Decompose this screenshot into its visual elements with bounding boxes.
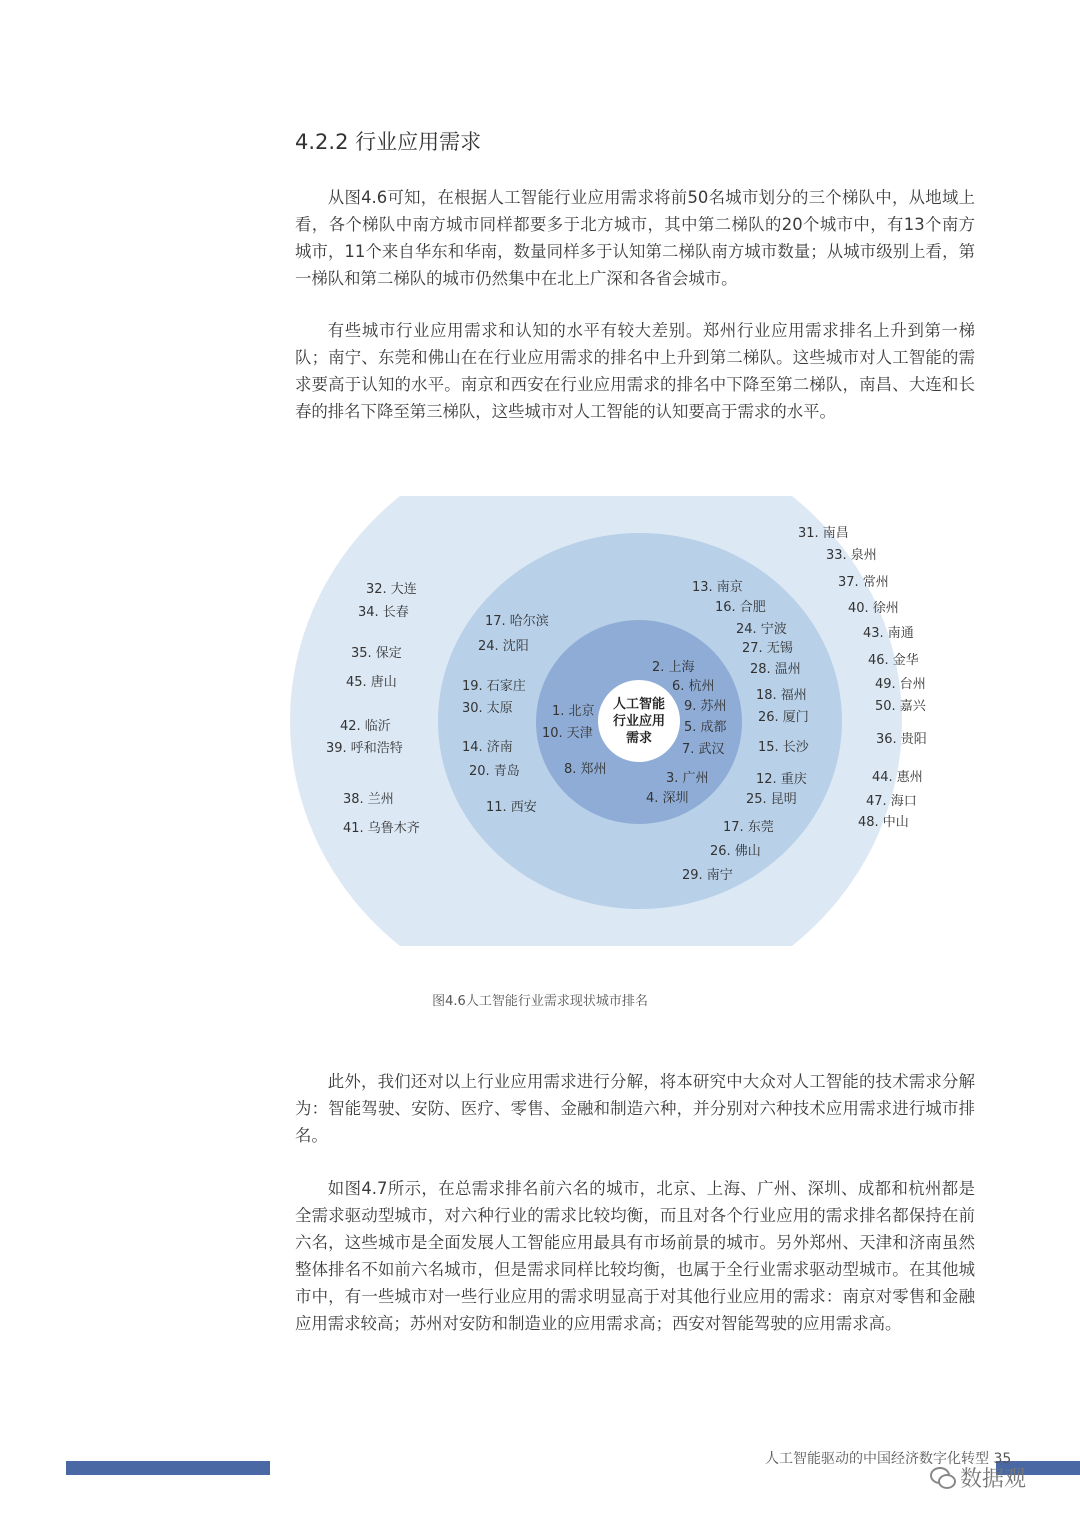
city-label: 41. 乌鲁木齐 <box>343 821 420 836</box>
city-label: 47. 海口 <box>866 794 917 809</box>
paragraph: 从图4.6可知，在根据人工智能行业应用需求将前50名城市划分的三个梯队中，从地域上看，各个梯队中南方城市同样都要多于北方城市，其中第二梯队的20个城市中，有13个南方城市，11个来自华东和华南，数量同样多于认知第二梯队南方城市数量；从城市级别上看，第一梯队和第二梯队的城市仍然集中在北上广深和各省会城市。 <box>295 188 975 288</box>
city-label: 13. 南京 <box>692 580 743 595</box>
city-label: 37. 常州 <box>838 575 889 590</box>
city-label: 18. 福州 <box>756 688 807 703</box>
city-label: 7. 武汉 <box>682 742 725 757</box>
paragraph: 如图4.7所示，在总需求排名前六名的城市，北京、上海、广州、深圳、成都和杭州都是全需求驱动型城市，对六种行业的需求比较均衡，而且对各个行业应用的需求排名都保持在前六名，这些城市是全面发展人工智能应用最具有市场前景的城市。另外郑州、天津和济南虽然整体排名不如前六名城市，但是需求同样比较均衡，也属于全行业需求驱动型城市。在其他城市中，有一些城市对一些行业应用的需求明显高于对其他行业应用的需求：南京对零售和金融应用需求较高；苏州对安防和制造业的应用需求高；西安对智能驾驶的应用需求高。 <box>295 1179 975 1333</box>
city-label: 49. 台州 <box>875 677 926 692</box>
city-label: 44. 惠州 <box>872 770 923 785</box>
city-label: 20. 青岛 <box>469 764 520 779</box>
core-label-line: 需求 <box>625 731 652 746</box>
city-label: 28. 温州 <box>750 662 801 677</box>
core-label-line: 行业应用 <box>612 714 665 729</box>
city-label: 45. 唐山 <box>346 675 397 690</box>
city-label: 14. 济南 <box>462 740 513 755</box>
city-label: 8. 郑州 <box>564 762 607 777</box>
core-label <box>598 696 680 747</box>
footer-title-text: 人工智能驱动的中国经济数字化转型 <box>765 1451 989 1467</box>
city-label: 42. 临沂 <box>340 719 391 734</box>
city-label: 39. 呼和浩特 <box>326 741 403 756</box>
core-label-line: 人工智能 <box>612 697 665 712</box>
city-label: 3. 广州 <box>666 771 709 786</box>
city-label: 27. 无锡 <box>742 641 793 656</box>
city-label: 29. 南宁 <box>682 868 733 883</box>
city-label: 36. 贵阳 <box>876 732 927 747</box>
watermark <box>930 1462 1026 1493</box>
city-label: 26. 佛山 <box>710 844 761 859</box>
city-label: 10. 天津 <box>542 726 593 741</box>
city-label: 9. 苏州 <box>684 699 727 714</box>
city-label: 25. 昆明 <box>746 792 797 807</box>
watermark-text: 数据观 <box>960 1467 1027 1492</box>
city-label: 17. 哈尔滨 <box>485 614 549 629</box>
city-label: 46. 金华 <box>868 653 919 668</box>
city-label: 15. 长沙 <box>758 740 809 755</box>
city-label: 17. 东莞 <box>723 820 774 835</box>
city-label: 38. 兰州 <box>343 792 394 807</box>
city-label: 24. 沈阳 <box>478 639 529 654</box>
section-heading: 4.2.2 行业应用需求 <box>295 130 482 154</box>
city-label: 26. 厦门 <box>758 710 809 725</box>
city-label: 12. 重庆 <box>756 772 807 787</box>
city-label: 5. 成都 <box>684 720 727 735</box>
city-label: 34. 长春 <box>358 605 409 620</box>
city-label: 30. 太原 <box>462 701 513 716</box>
city-label: 33. 泉州 <box>826 548 877 563</box>
city-label: 50. 嘉兴 <box>875 699 926 714</box>
paragraph: 此外，我们还对以上行业应用需求进行分解，将本研究中大众对人工智能的技术需求分解为：智能驾驶、安防、医疗、零售、金融和制造六种，并分别对六种技术应用需求进行城市排名。 <box>295 1072 975 1145</box>
city-label: 31. 南昌 <box>798 526 849 541</box>
city-label: 11. 西安 <box>486 800 537 815</box>
city-label: 48. 中山 <box>858 815 909 830</box>
city-label: 24. 宁波 <box>736 622 787 637</box>
city-label: 35. 保定 <box>351 646 402 661</box>
city-ranking-figure <box>290 496 1080 946</box>
city-label: 6. 杭州 <box>672 679 715 694</box>
city-label: 1. 北京 <box>552 704 595 719</box>
city-label: 4. 深圳 <box>646 791 689 806</box>
figure-caption: 图4.6人工智能行业需求现状城市排名 <box>432 994 648 1009</box>
city-label: 40. 徐州 <box>848 601 899 616</box>
city-label: 19. 石家庄 <box>462 679 526 694</box>
city-label: 43. 南通 <box>863 626 914 641</box>
city-label: 16. 合肥 <box>715 600 766 615</box>
city-label: 32. 大连 <box>366 582 417 597</box>
city-label: 2. 上海 <box>652 660 695 675</box>
wechat-icon <box>930 1467 956 1489</box>
page-number: 35 <box>993 1451 1012 1467</box>
core-circle <box>598 680 680 762</box>
footer-bar <box>66 1461 270 1475</box>
paragraph: 有些城市行业应用需求和认知的水平有较大差别。郑州行业应用需求排名上升到第一梯队；南宁、东莞和佛山在在行业应用需求的排名中上升到第二梯队。这些城市对人工智能的需求要高于认知的水平。南京和西安在行业应用需求的排名中下降至第二梯队，南昌、大连和长春的排名下降至第三梯队，这些城市对人工智能的认知要高于需求的水平。 <box>295 321 975 421</box>
